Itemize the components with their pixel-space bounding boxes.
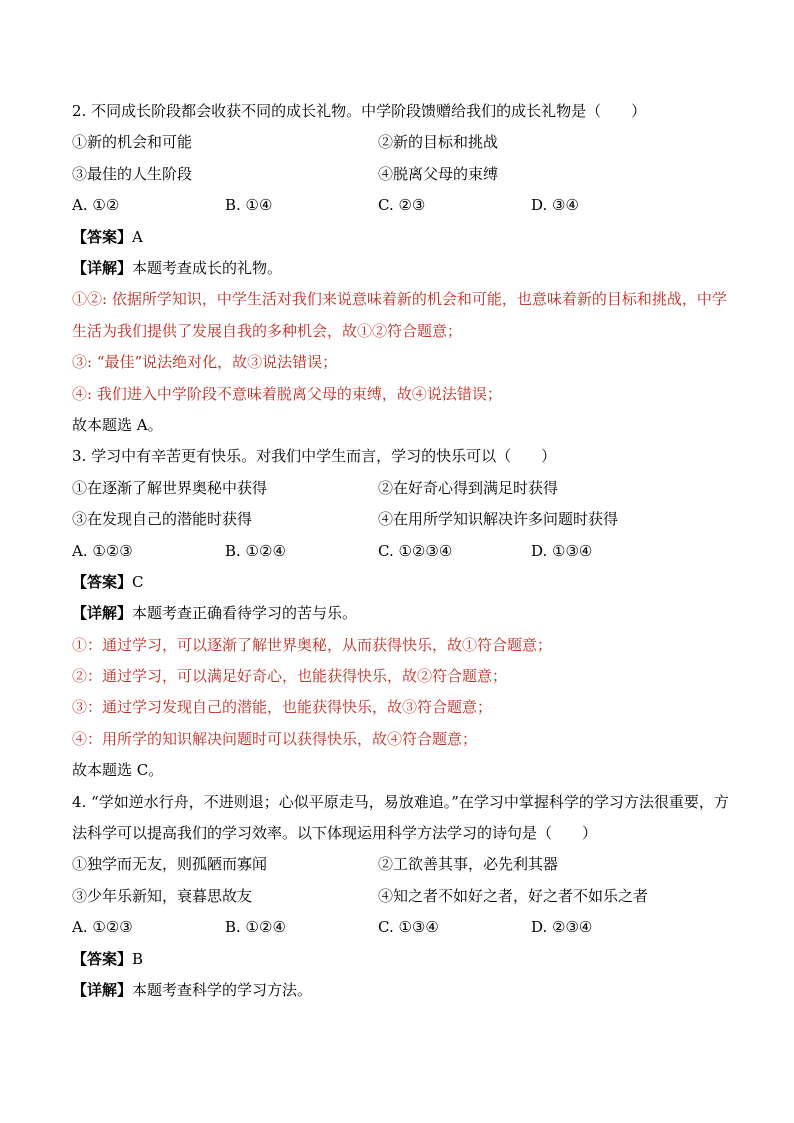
choice-a: A. ①② [72,196,120,215]
question-3-items-row-2 [72,504,732,535]
question-2-detail [72,253,732,284]
question-4-detail [72,975,732,1006]
question-4-items-row-2 [72,881,732,912]
option-item: ②新的目标和挑战 [378,133,499,152]
question-2-items-row-1 [72,127,732,158]
choice-d: D. ③④ [531,196,579,215]
detail-text: 本题考查科学的学习方法。 [132,981,313,999]
choice-a: A. ①②③ [72,541,133,560]
choice-b: B. ①②④ [225,918,286,937]
explanation-line: ④：用所学的知识解决问题时可以获得快乐，故④符合题意； [72,729,478,748]
answer-value: A [132,227,143,246]
choice-d: D. ②③④ [531,918,593,937]
option-item: ①在逐渐了解世界奥秘中获得 [72,478,268,497]
option-item: ③最佳的人生阶段 [72,164,193,183]
choice-c: C. ②③ [378,196,426,215]
explanation-line: ②：通过学习，可以满足好奇心，也能获得快乐，故②符合题意； [72,667,508,686]
detail-label: 【详解】 [72,981,133,999]
question-2-conclusion: 故本题选 A。 [72,415,163,434]
detail-text: 本题考查成长的礼物。 [132,258,283,277]
option-item: ④在用所学知识解决许多问题时获得 [378,510,619,529]
detail-label: 【详解】 [72,604,133,623]
option-item: ①独学而无友，则孤陋而寡闻 [72,855,268,874]
explanation-line: ④: 我们进入中学阶段不意味着脱离父母的束缚，故④说法错误； [72,384,502,403]
option-item: ②在好奇心得到满足时获得 [378,478,559,497]
explanation-line: ①②: 依据所学知识，中学生活对我们来说意味着新的机会和可能，也意味着新的目标和挑战，中学生活为我们提供了发展自我的多种机会，故①②符合题意； [72,290,727,340]
question-3-items-row-1 [72,473,732,504]
answer-value: B [132,949,144,968]
question-3-answer [72,567,732,598]
question-3-choices [72,536,732,567]
question-4-choices [72,912,732,943]
detail-text: 本题考查正确看待学习的苦与乐。 [132,604,358,623]
option-item: ④脱离父母的束缚 [378,164,499,183]
answer-label: 【答案】 [72,227,133,246]
choice-c: C. ①②③④ [378,541,453,560]
answer-label: 【答案】 [72,572,133,591]
explanation-line: ③: “最佳”说法绝对化，故③说法错误； [72,353,338,372]
option-item: ②工欲善其事，必先利其器 [378,855,559,874]
question-4-items-row-1 [72,849,732,880]
choice-a: A. ①②③ [72,918,133,937]
question-3-conclusion: 故本题选 C。 [72,761,164,780]
explanation-line: ①：通过学习，可以逐渐了解世界奥秘，从而获得快乐，故①符合题意； [72,635,553,654]
question-4-answer [72,944,732,975]
question-2-stem: 2. 不同成长阶段都会收获不同的成长礼物。中学阶段馈赠给我们的成长礼物是（ ） [72,102,647,120]
question-2-answer [72,222,732,253]
option-item: ③在发现自己的潜能时获得 [72,510,253,529]
question-2-choices [72,190,732,221]
question-2-items-row-2 [72,159,732,190]
question-4-stem: 4. “学如逆水行舟，不进则退；心似平原走马，易放难追。”在学习中掌握科学的学习方法很重要，方法科学可以提高我们的学习效率。以下体现运用科学方法学习的诗句是（ ） [72,792,729,843]
detail-label: 【详解】 [72,258,133,277]
choice-b: B. ①④ [225,196,273,215]
explanation-line: ③：通过学习发现自己的潜能，也能获得快乐，故③符合题意； [72,698,493,717]
choice-d: D. ①③④ [531,541,593,560]
question-3-detail [72,598,732,629]
option-item: ①新的机会和可能 [72,133,193,152]
choice-c: C. ①③④ [378,918,439,937]
answer-label: 【答案】 [72,949,133,968]
document-page [72,96,732,1006]
option-item: ③少年乐新知，衰暮思故友 [72,886,253,905]
answer-value: C [132,572,144,591]
question-3-stem: 3. 学习中有辛苦更有快乐。对我们中学生而言，学习的快乐可以（ ） [72,447,557,466]
choice-b: B. ①②④ [225,541,286,560]
option-item: ④知之者不如好之者，好之者不如乐之者 [378,886,649,905]
